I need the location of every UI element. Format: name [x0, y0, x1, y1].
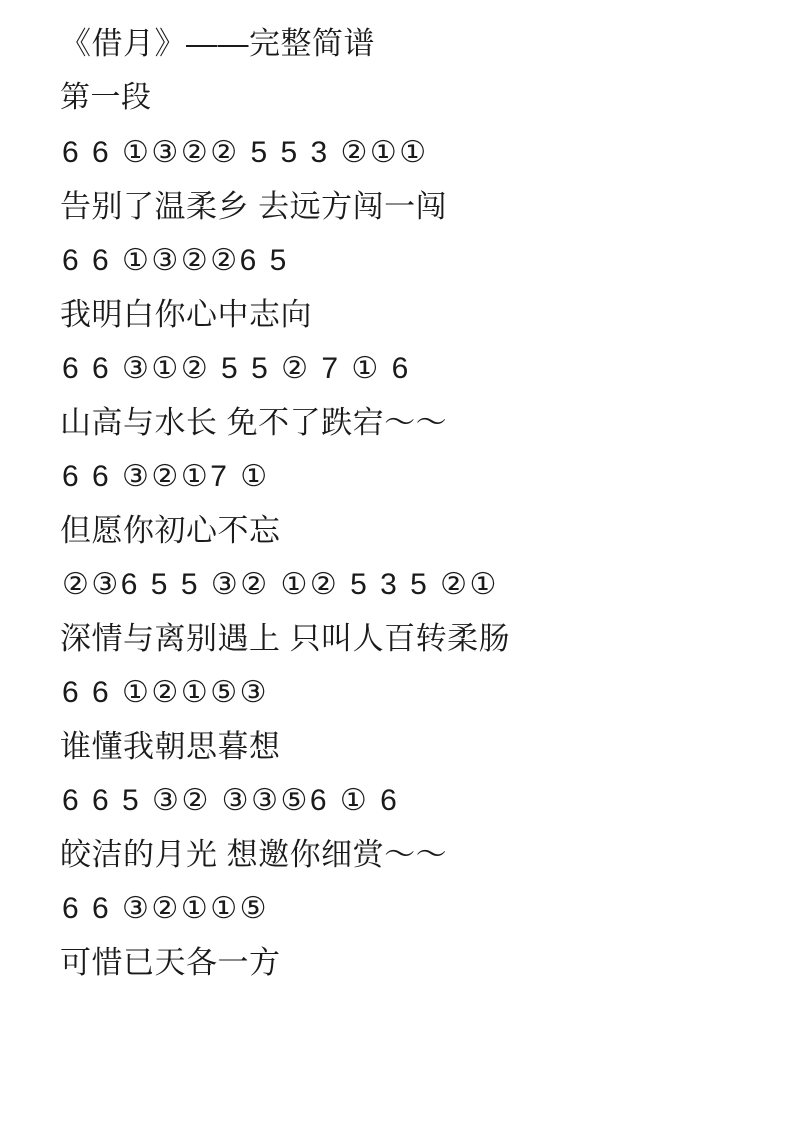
page-title: 《借月》——完整简谱 [60, 26, 375, 61]
lyric-line: 皎洁的月光 想邀你细赏～～ [60, 837, 448, 872]
notation-line: 6 6 ③②①①⑤ [62, 892, 270, 925]
notation-line: 6 6 ③②①7 ① [62, 460, 270, 493]
notation-line: 6 6 5 ③② ③③⑤6 ① 6 [62, 784, 400, 817]
notation-line: 6 6 ①③②②6 5 [62, 244, 289, 277]
lyric-line: 可惜已天各一方 [60, 945, 281, 980]
notation-line: 6 6 ①③②② 5 5 3 ②①① [62, 136, 429, 169]
notation-line: 6 6 ①②①⑤③ [62, 676, 270, 709]
lyric-line: 谁懂我朝思暮想 [60, 729, 281, 764]
lyric-line: 山高与水长 免不了跌宕～～ [60, 405, 448, 440]
lyric-line: 我明白你心中志向 [60, 297, 312, 332]
lyric-line: 但愿你初心不忘 [60, 513, 281, 548]
notation-line: 6 6 ③①② 5 5 ② 7 ① 6 [62, 352, 411, 385]
notation-line: ②③6 5 5 ③② ①② 5 3 5 ②① [62, 568, 499, 601]
lyric-line: 深情与离别遇上 只叫人百转柔肠 [60, 621, 511, 656]
section-heading: 第一段 [60, 81, 152, 114]
lyric-line: 告别了温柔乡 去远方闯一闯 [60, 189, 448, 224]
